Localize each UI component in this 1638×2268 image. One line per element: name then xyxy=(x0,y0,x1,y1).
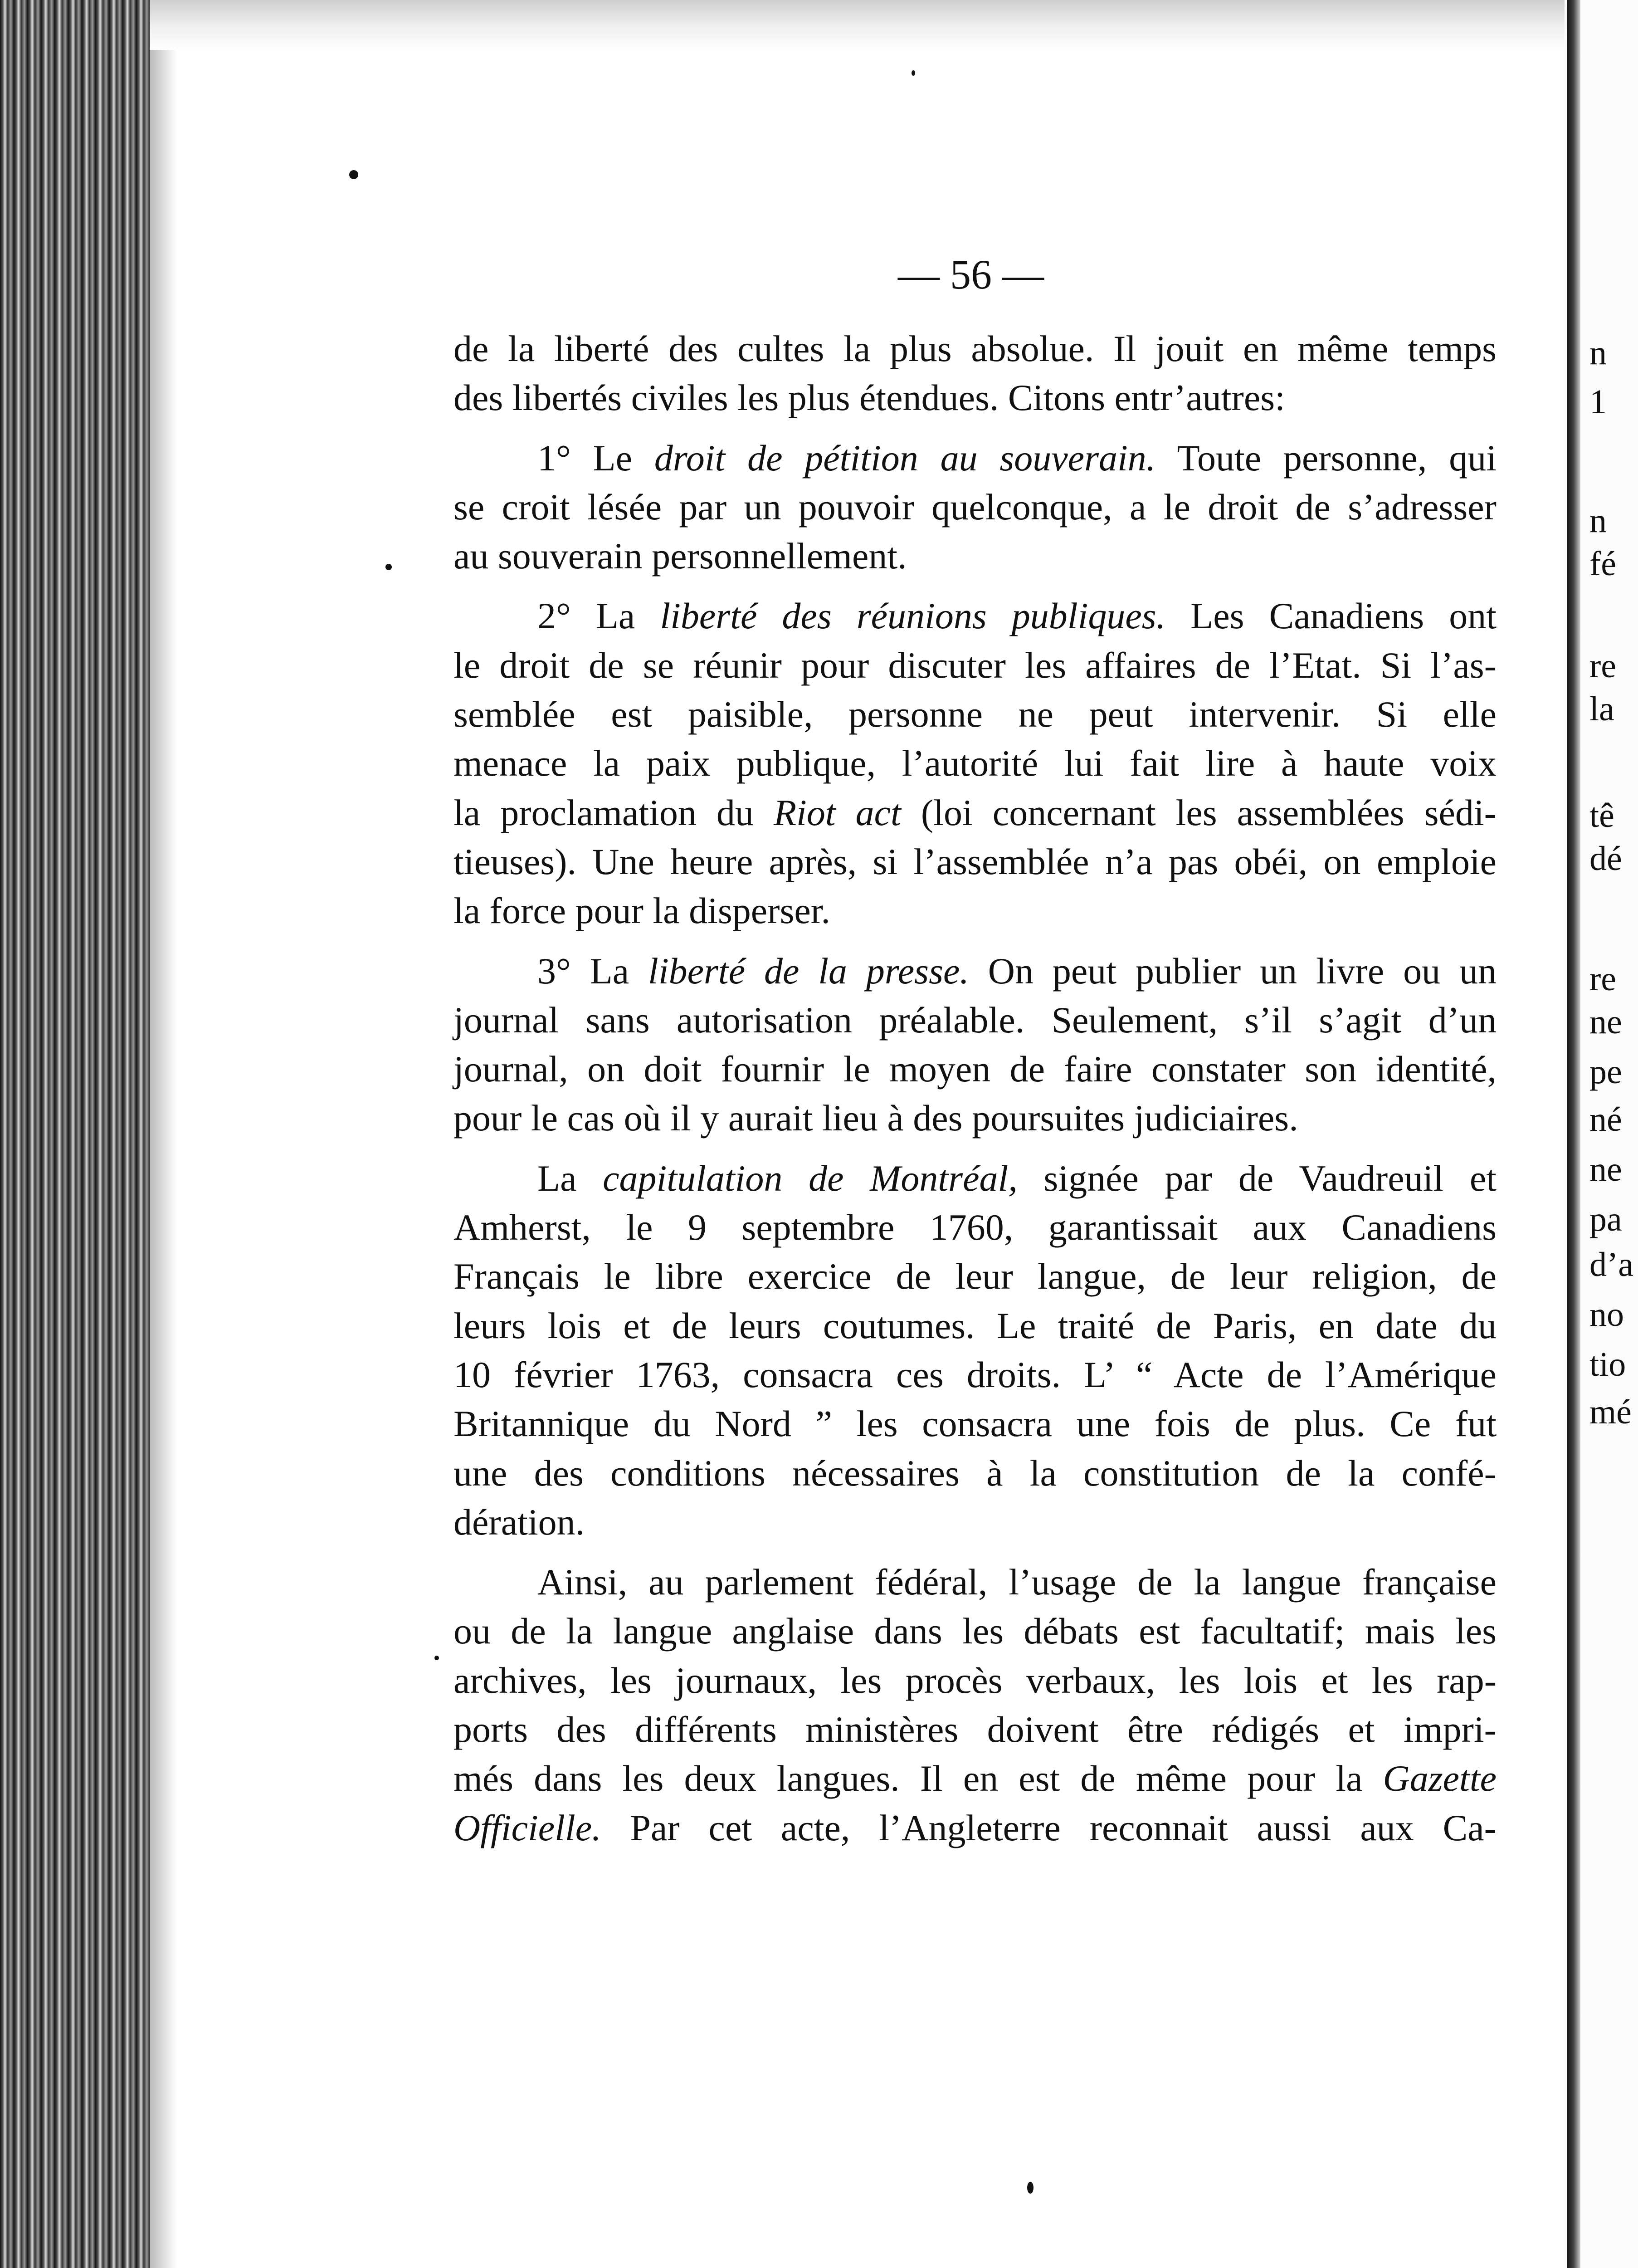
top-edge-grain xyxy=(150,0,1565,50)
text-line: ports des différents ministères doivent être rédigés et impri- xyxy=(453,1709,1497,1750)
text-run: Toute personne, qui xyxy=(1155,437,1497,479)
ink-speck xyxy=(385,564,392,570)
item-number: 1° Le xyxy=(537,437,654,479)
text-line: ou de la langue anglaise dans les débats est facultatif; mais les xyxy=(453,1610,1497,1652)
paragraph-5-line-6 xyxy=(453,1804,1497,1853)
text-line: Britannique du Nord ” les consacra une fois de plus. Ce fut xyxy=(453,1403,1497,1445)
paragraph-5-line-5 xyxy=(453,1754,1497,1803)
text-line: au souverain personnellement. xyxy=(453,535,907,577)
text-run: més dans les deux langues. Il en est de même pour la xyxy=(453,1758,1383,1799)
text-line: tieuses). Une heure après, si l’assemblée n’a pas obéi, on emploie xyxy=(453,841,1497,882)
fragment: d’a xyxy=(1589,1246,1634,1284)
text-run: La xyxy=(537,1157,603,1199)
fragment: la xyxy=(1589,690,1614,728)
page-gutter-right xyxy=(1567,0,1580,2268)
text-line: leurs lois et de leurs coutumes. Le traité de Paris, en date du xyxy=(453,1305,1497,1346)
text-line: dération. xyxy=(453,1501,585,1543)
paragraph-1-line-1 xyxy=(453,434,1497,483)
text-line: menace la paix publique, l’autorité lui fait lire à haute voix xyxy=(453,743,1497,784)
fragment: no xyxy=(1589,1295,1624,1334)
page-body xyxy=(453,324,1497,1853)
emphasis: Riot act xyxy=(773,792,901,833)
ink-speck xyxy=(912,70,915,76)
text-line: journal sans autorisation préalable. Seulement, s’il s’agit d’un xyxy=(453,999,1497,1041)
ink-speck xyxy=(434,1656,439,1660)
text-run: On peut publier un livre ou un xyxy=(969,950,1497,992)
fragment: 1 xyxy=(1589,383,1607,421)
ink-speck xyxy=(349,170,358,179)
fragment: re xyxy=(1589,647,1617,685)
emphasis: Officielle. xyxy=(453,1807,601,1848)
text-run: Par cet acte, l’Angleterre reconnait aussi aux Ca- xyxy=(601,1807,1497,1848)
text-line: pour le cas où il y aurait lieu à des poursuites judiciaires. xyxy=(453,1097,1298,1139)
text-line: Amherst, le 9 septembre 1760, garantissait aux Canadiens xyxy=(453,1207,1497,1248)
paragraph-2-line-5 xyxy=(453,788,1497,837)
text-line: de la liberté des cultes la plus absolue. Il jouit en même temps xyxy=(453,328,1497,369)
ink-speck xyxy=(1027,2182,1034,2194)
text-run: signée par de Vaudreuil et xyxy=(1017,1157,1497,1199)
text-run: la proclamation du xyxy=(453,792,774,833)
fragment: ne xyxy=(1589,1150,1622,1188)
page-number: — 56 — xyxy=(898,251,1044,298)
text-line: se croit lésée par un pouvoir quelconque, a le droit de s’adresser xyxy=(453,486,1497,528)
text-line: Ainsi, au parlement fédéral, l’usage de la langue française xyxy=(537,1561,1497,1603)
text-line: une des conditions nécessaires à la constitution de la confé- xyxy=(453,1452,1497,1494)
text-line: des libertés civiles les plus étendues. Citons entr’autres: xyxy=(453,377,1285,419)
item-number: 2° La xyxy=(537,595,660,637)
text-run: (loi concernant les assemblées sédi- xyxy=(901,792,1497,833)
fragment: pe xyxy=(1589,1053,1622,1091)
text-line: archives, les journaux, les procès verbaux, les lois et les rap- xyxy=(453,1659,1497,1701)
text-line: la force pour la disperser. xyxy=(453,890,831,932)
fragment: re xyxy=(1589,960,1617,998)
paragraph-2-line-1 xyxy=(453,591,1497,640)
emphasis: capitulation de Montréal, xyxy=(603,1157,1018,1199)
fragment: tê xyxy=(1589,797,1614,835)
fragment: n xyxy=(1589,334,1607,372)
fragment: ne xyxy=(1589,1003,1622,1041)
fragment: tio xyxy=(1589,1345,1626,1383)
fragment: pa xyxy=(1589,1200,1622,1238)
text-line: semblée est paisible, personne ne peut intervenir. Si elle xyxy=(453,694,1497,735)
text-run: Les Canadiens ont xyxy=(1165,595,1497,637)
text-line: journal, on doit fournir le moyen de faire constater son identité, xyxy=(453,1048,1497,1090)
paragraph-3-line-1 xyxy=(453,947,1497,996)
fragment: né xyxy=(1589,1100,1622,1139)
text-line: le droit de se réunir pour discuter les affaires de l’Etat. Si l’as- xyxy=(453,644,1497,686)
item-number: 3° La xyxy=(537,950,648,992)
text-line: 10 février 1763, consacra ces droits. L’ “ Acte de l’Amérique xyxy=(453,1354,1497,1395)
emphasis: liberté des réunions publiques. xyxy=(660,595,1166,637)
book-spine-left xyxy=(0,0,150,2268)
spine-shadow xyxy=(150,0,177,2268)
text-line: Français le libre exercice de leur langue, de leur religion, de xyxy=(453,1256,1497,1297)
emphasis: droit de pétition au souverain. xyxy=(654,437,1156,479)
fragment: dé xyxy=(1589,840,1622,878)
paragraph-4-line-1 xyxy=(453,1154,1497,1203)
emphasis: Gazette xyxy=(1383,1758,1497,1799)
fragment: mé xyxy=(1589,1393,1632,1431)
fragment: fé xyxy=(1589,545,1617,583)
fragment: n xyxy=(1589,502,1607,540)
emphasis: liberté de la presse. xyxy=(648,950,969,992)
